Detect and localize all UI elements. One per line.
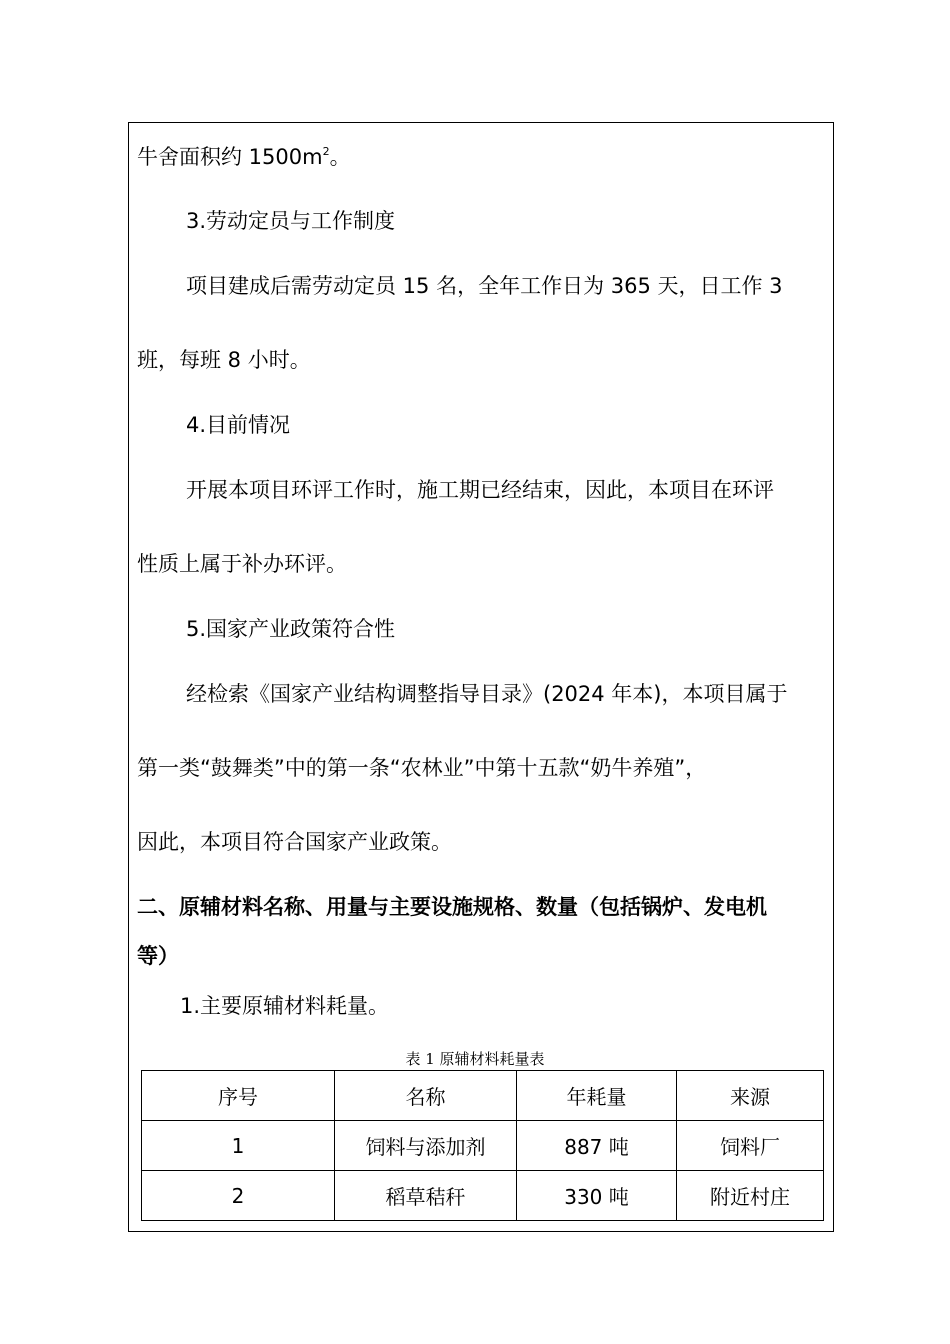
subheading-status: 4.目前情况 — [186, 413, 291, 437]
column-header: 序号 — [142, 1071, 335, 1121]
table-row — [142, 1171, 824, 1221]
section-heading: 二、原辅材料名称、用量与主要设施规格、数量（包括锅炉、发电机 — [137, 895, 767, 919]
subheading-labor: 3.劳动定员与工作制度 — [186, 209, 396, 233]
text-line: 牛舍面积约 $1500m^2$。 — [137, 145, 351, 169]
table-row — [142, 1121, 824, 1171]
column-header: 名称 — [335, 1071, 517, 1121]
column-header: 年耗量 — [517, 1071, 677, 1121]
table-cell: 稻草秸秆 — [335, 1171, 517, 1221]
column-header: 来源 — [677, 1071, 824, 1121]
paragraph-line: 经检索《国家产业结构调整指导目录》(2024 年本)，本项目属于 — [186, 682, 788, 706]
table-cell: 饲料与添加剂 — [335, 1121, 517, 1171]
subheading-materials: 1.主要原辅材料耗量。 — [180, 994, 390, 1018]
paragraph-line: 因此，本项目符合国家产业政策。 — [137, 830, 452, 854]
paragraph-line: 性质上属于补办环评。 — [137, 552, 347, 576]
table-cell: 2 — [142, 1171, 335, 1221]
table-cell: 887 吨 — [517, 1121, 677, 1171]
table-cell: 饲料厂 — [677, 1121, 824, 1171]
table-cell: 330 吨 — [517, 1171, 677, 1221]
table-caption: 表 1 原辅材料耗量表 — [405, 1050, 545, 1068]
table-cell: 1 — [142, 1121, 335, 1171]
table-header-row — [142, 1071, 824, 1121]
section-heading: 等） — [137, 944, 179, 968]
materials-table — [141, 1070, 824, 1221]
paragraph-line: 班，每班 8 小时。 — [137, 348, 311, 372]
table-cell: 附近村庄 — [677, 1171, 824, 1221]
paragraph-line: 第一类“鼓舞类”中的第一条“农林业”中第十五款“奶牛养殖”， — [137, 756, 707, 780]
subheading-policy: 5.国家产业政策符合性 — [186, 617, 396, 641]
paragraph-line: 项目建成后需劳动定员 15 名，全年工作日为 365 天，日工作 3 — [186, 274, 783, 298]
paragraph-line: 开展本项目环评工作时，施工期已经结束，因此，本项目在环评 — [186, 478, 774, 502]
